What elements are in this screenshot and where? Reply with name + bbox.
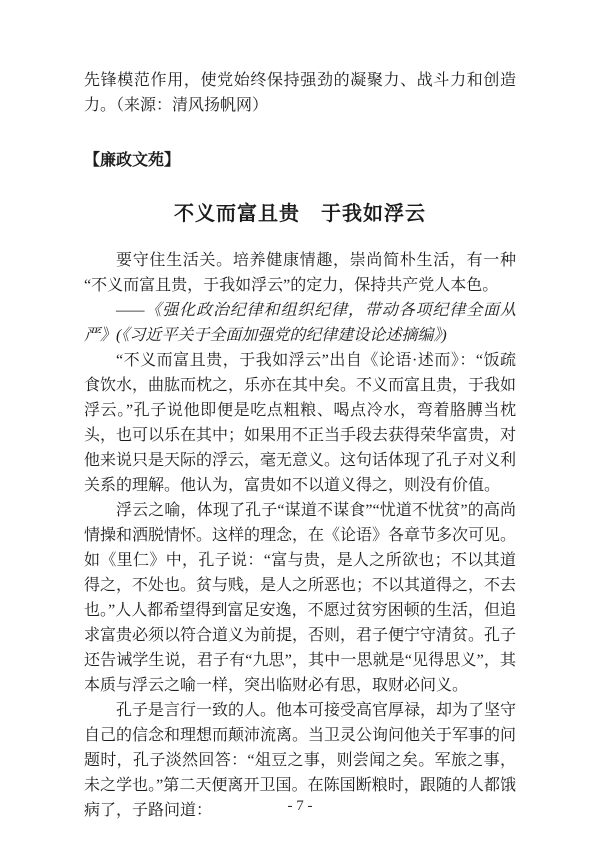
continuation-paragraph: 先锋模范作用，使党始终保持强劲的凝聚力、战斗力和创造力。（来源：清风扬帆网） xyxy=(84,72,516,114)
article-paragraph: 要守住生活关。培养健康情趣，崇尚简朴生活，有一种“不义而富且贵，于我如浮云”的定力，保持共产党人本色。 xyxy=(84,252,516,294)
article-paragraph: 孔子是言行一致的人。他本可接受高官厚禄，却为了坚守自己的信念和理想而颠沛流离。当卫灵公询问他关于军事的问题时，孔子淡然回答：“俎豆之事，则尝闻之矣。军旅之事，未之学也。”第二天便离开卫国。在陈国断粮时，跟随的人都饿病了，子路问道： xyxy=(84,702,517,819)
article-citation: ——《强化政治纪律和组织纪律，带动各项纪律全面从严》(《习近平关于全面加强党的纪律建设论述摘编》) xyxy=(84,302,516,344)
article-paragraph: “不义而富且贵，于我如浮云”出自《论语·述而》：“饭疏食饮水，曲肱而枕之，乐亦在其中矣。不义而富且贵，于我如浮云。”孔子说他即便是吃点粗粮、喝点冷水，弯着胳膊当枕头，也可以乐在其中；如果用不正当手段去获得荣华富贵，对他来说只是天际的浮云，毫无意义。这句话体现了孔子对义利关系的理解。他认为，富贵如不以道义得之，则没有价值。 xyxy=(84,352,517,494)
article-paragraph: 浮云之喻，体现了孔子“谋道不谋食”“忧道不忧贫”的高尚情操和洒脱情怀。这样的理念，在《论语》各章节多次可见。如《里仁》中，孔子说：“富与贵，是人之所欲也；不以其道得之，不处也。贫与贱，是人之所恶也；不以其道得之，不去也。”人人都希望得到富足安逸，不愿过贫穷困顿的生活，但追求富贵必须以符合道义为前提，否则，君子便宁守清贫。孔子还告诫学生说，君子有“九思”，其中一思就是“见得思义”，其本质与浮云之喻一样，突出临财必有思，取财必问义。 xyxy=(84,502,517,694)
section-header: 【廉政文苑】 xyxy=(84,152,181,169)
article-title: 不义而富且贵 于我如浮云 xyxy=(174,203,426,225)
page-number: - 7 - xyxy=(287,798,313,814)
